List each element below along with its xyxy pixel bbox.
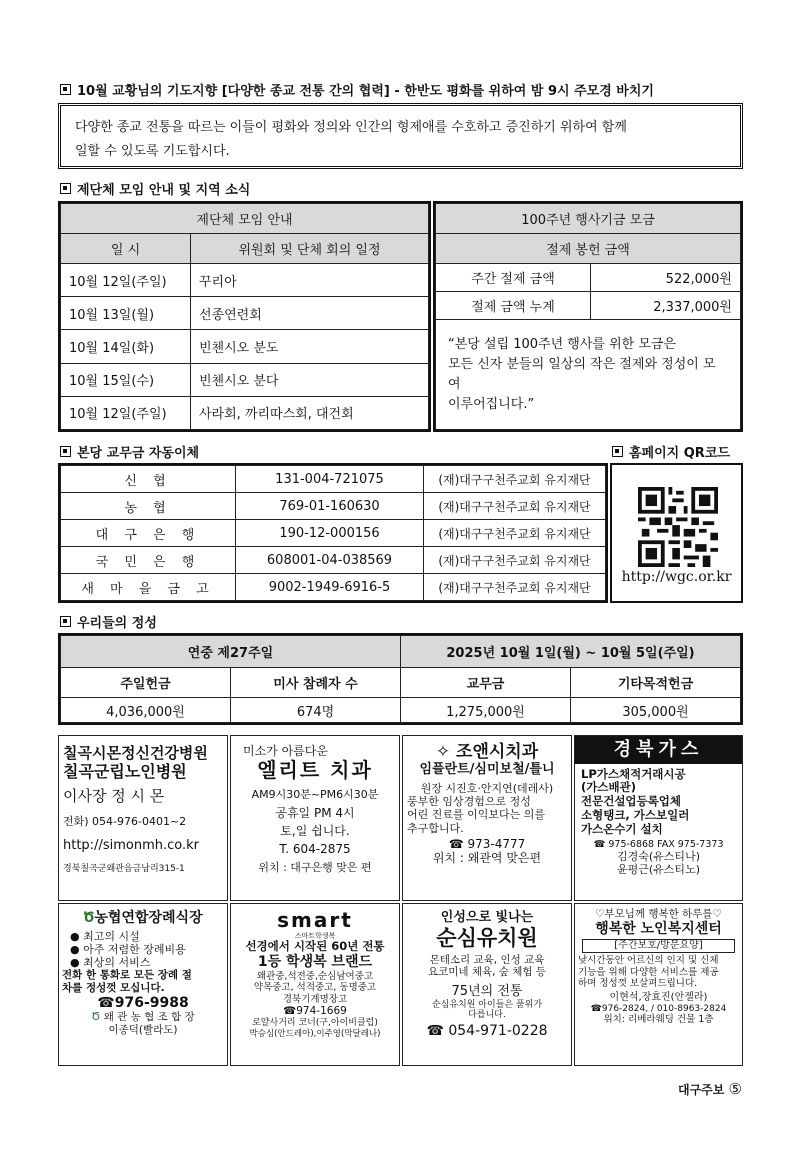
ad-line: ☎974-1669 [283, 1005, 347, 1018]
account-number: 190-12-000156 [236, 520, 424, 547]
meetings-col-date: 일 시 [61, 234, 191, 264]
homepage-url[interactable]: http://wgc.or.kr [621, 569, 732, 585]
fund-weekly-value: 522,000원 [591, 264, 741, 292]
ad-line: 엘리트 치과 [257, 758, 373, 783]
offering-value: 305,000원 [571, 698, 741, 723]
account-number: 131-004-721075 [236, 466, 424, 493]
qr-heading-text: 홈페이지 QR코드 [629, 446, 730, 461]
ad-line: 추구합니다. [407, 821, 464, 835]
ad-line: 왜관중,석전중,순심남여중고 [256, 970, 374, 982]
ad-line: 1등 학생복 브랜드 [257, 954, 373, 971]
fund-total-label: 절제 금액 누계 [436, 292, 591, 320]
meeting-row [61, 264, 429, 297]
ad-line: 경북가스 [575, 736, 742, 764]
transfer-row [61, 466, 606, 493]
offering-table [58, 633, 743, 725]
meeting-date: 10월 12일(주일) [61, 264, 191, 297]
ad-line: [주간보호/방문요양] [582, 939, 735, 953]
nonghyup-logo-icon: Ծ [91, 1011, 101, 1024]
qr-heading [612, 442, 730, 461]
footer-name: 대구주보 [677, 1083, 725, 1097]
meeting-row [61, 330, 429, 363]
ad-line: 하며 정성껏 보살펴드립니다. [578, 978, 698, 990]
meeting-date: 10월 15일(수) [61, 363, 191, 396]
ad-line: 경북칠곡군왜관읍금남리315-1 [63, 863, 185, 874]
ad-joansi-dental [402, 735, 572, 901]
ad-line: 스마트학생복 [294, 932, 336, 940]
meetings-heading-text: 제단체 모임 안내 및 지역 소식 [77, 183, 251, 198]
ad-line: LP가스채적거래시공 [581, 766, 686, 781]
offering-heading-text: 우리들의 정성 [77, 616, 157, 631]
bank-name: 대 구 은 행 [61, 520, 236, 547]
ad-line-text: 농협연합장례식장 [94, 910, 203, 926]
ad-line: 약목중고, 석적중고, 동명중고 [253, 982, 377, 994]
ad-line: ☎ 975-6868 FAX 975-7373 [593, 838, 724, 850]
ad-nonghyup-funeral [58, 903, 228, 1066]
qr-box [610, 463, 743, 603]
square-bullet-icon [60, 446, 71, 457]
ad-line: 임플란트/심미보철/틀니 [419, 762, 555, 778]
smart-logo: smart [277, 908, 353, 932]
ad-line: 몬테소리 교육, 인성 교육 [429, 953, 545, 966]
fund-title: 100주년 행사기금 모금 [436, 204, 741, 234]
square-bullet-icon [60, 84, 71, 95]
ad-line: 위치: 리베라웨딩 건물 1층 [603, 1014, 714, 1026]
offering-value: 674명 [231, 698, 401, 723]
ad-line: ● 아주 저렴한 장례비용 [70, 942, 186, 956]
ad-line [407, 742, 567, 762]
ad-line: 어린 진료를 이익보다는 의를 [407, 808, 546, 822]
offering-header: 주일헌금 [61, 668, 231, 698]
ad-line: ☎976-9988 [97, 994, 189, 1011]
prayer-line-2: 일할 수 있도록 기도합시다. [75, 144, 230, 159]
ad-line: 이사장 정 시 몬 [63, 787, 165, 806]
ad-line: 인성으로 빛나는 [440, 910, 534, 925]
meeting-event: 빈첸시오 분도 [191, 330, 429, 363]
offering-value: 4,036,000원 [61, 698, 231, 723]
ad-line: 공휴일 PM 4시 [275, 805, 355, 820]
ad-line: 낮시간동안 어르신의 인지 및 신체 [578, 955, 719, 967]
ad-line: 전문건설업등록업체 [581, 794, 681, 809]
meetings-col-schedule: 위원회 및 단체 회의 일정 [191, 234, 429, 264]
ad-line: 75년의 전통 [451, 983, 523, 999]
account-holder: (재)대구구천주교회 유지재단 [424, 547, 606, 574]
ad-line: ☎ 054-971-0228 [426, 1023, 548, 1040]
transfer-heading-text: 본당 교무금 자동이체 [77, 446, 200, 461]
fund-note-line: 모든 신자 분들의 일상의 작은 절제와 정성이 모여 [448, 356, 716, 392]
offering-header: 교무금 [401, 668, 571, 698]
prayer-heading [60, 80, 654, 99]
meetings-title: 제단체 모임 안내 [61, 204, 429, 234]
meeting-event: 선종연련회 [191, 297, 429, 330]
account-number: 608001-04-038569 [236, 547, 424, 574]
ad-line [62, 910, 224, 927]
ad-elite-dental [230, 735, 400, 901]
ad-line: ☎976-2824, / 010-8963-2824 [590, 1003, 727, 1014]
meeting-row [61, 363, 429, 396]
ad-line: 위치 : 왜관역 맞은편 [432, 851, 542, 866]
meeting-event: 꾸리아 [191, 264, 429, 297]
ad-line: 칠곡군립노인병원 [63, 762, 187, 781]
transfer-table [58, 463, 608, 603]
bank-name: 국 민 은 행 [61, 547, 236, 574]
footer [678, 1080, 742, 1098]
square-bullet-icon [612, 446, 623, 457]
meeting-row [61, 297, 429, 330]
ad-line: 김경숙(유스티나) [617, 849, 700, 863]
account-holder: (재)대구구천주교회 유지재단 [424, 574, 606, 601]
ad-line: 행복한 노인복지센터 [595, 920, 722, 937]
ad-line: ☎ 973-4777 [448, 836, 526, 851]
ad-line: 다릅니다. [468, 1010, 506, 1021]
account-number: 769-01-160630 [236, 493, 424, 520]
ad-line: 박승심(안드레아),이주영(막달레나) [249, 1028, 381, 1039]
ad-happy-senior-center [574, 903, 743, 1066]
ad-line: T. 604-2875 [279, 842, 351, 857]
offering-header: 기타목적헌금 [571, 668, 741, 698]
ad-line: 풍부한 임상경험으로 정성 [407, 795, 531, 809]
prayer-line-1: 다양한 종교 전통을 따르는 이들이 평화와 정의와 인간의 형제애를 수호하고 증진하기 위하여 함께 [75, 120, 627, 135]
offering-value: 1,275,000원 [401, 698, 571, 723]
ad-line-text: 조앤시치과 [456, 742, 539, 762]
transfer-row [61, 574, 606, 601]
ad-line: 전화 한 통화로 모든 장례 절 [62, 969, 192, 982]
fund-weekly-label: 주간 절제 금액 [436, 264, 591, 292]
page-number: ⑤ [728, 1080, 742, 1098]
account-holder: (재)대구구천주교회 유지재단 [424, 493, 606, 520]
ad-line: 미소가 아름다운 [243, 744, 328, 758]
ad-line: 기능을 위해 다양한 서비스를 제공 [578, 966, 719, 978]
ad-line: 칠곡시몬정신건강병원 [63, 744, 208, 762]
ad-line: 이종덕(빨라도) [108, 1023, 178, 1036]
fund-note-line: 이루어집니다.” [448, 396, 535, 412]
meeting-event: 빈첸시오 분다 [191, 363, 429, 396]
transfer-row [61, 547, 606, 574]
ad-line: 원장 시진호·안지연(데레사) [420, 781, 554, 795]
prayer-heading-text: 10월 교황님의 기도지향 [다양한 종교 전통 간의 협력] - 한반도 평화를 위하여 밤 9시 주모경 바치기 [77, 84, 654, 99]
prayer-box [58, 103, 743, 169]
account-number: 9002-1949-6916-5 [236, 574, 424, 601]
meeting-date: 10월 14일(화) [61, 330, 191, 363]
ad-line: 차를 정성껏 모십니다. [62, 981, 165, 994]
ad-gyeongbuk-gas [574, 735, 743, 901]
ad-line: ♡부모님께 행복한 하루를♡ [595, 908, 722, 920]
ad-line: 경북기계명장고 [282, 993, 348, 1005]
transfer-heading [60, 442, 199, 461]
bank-name: 새 마 을 금 고 [61, 574, 236, 601]
account-holder: (재)대구구천주교회 유지재단 [424, 466, 606, 493]
meetings-table [58, 201, 431, 432]
offering-period: 2025년 10월 1일(월) ~ 10월 5일(주일) [401, 636, 741, 668]
ad-line: 전화) 054-976-0401~2 [63, 815, 187, 829]
ad-line: 가스온수기 설치 [581, 821, 663, 836]
ad-sunsim-kindergarten [402, 903, 572, 1066]
fund-table [433, 201, 743, 432]
tooth-icon: ✧ [435, 742, 451, 762]
ad-line: ● 최상의 서비스 [70, 956, 151, 970]
bank-name: 신 협 [61, 466, 236, 493]
ad-line: http://simonmh.co.kr [63, 838, 199, 854]
ad-line: ● 최고의 시설 [70, 929, 140, 943]
meeting-row [61, 396, 429, 429]
transfer-row [61, 520, 606, 547]
ad-line-text: 왜 관 농 협 조 합 장 [103, 1011, 195, 1024]
ad-line: 요코미네 체육, 숲 체험 등 [427, 966, 547, 979]
ad-line: (가스배관) [581, 780, 636, 795]
square-bullet-icon [60, 183, 71, 194]
transfer-row [61, 493, 606, 520]
bank-name: 농 협 [61, 493, 236, 520]
ad-line: 토,일 쉽니다. [280, 823, 350, 838]
fund-total-value: 2,337,000원 [591, 292, 741, 320]
ad-line: 위치 : 대구은행 맞은 편 [258, 860, 372, 874]
ad-smart-uniform [230, 903, 400, 1066]
ad-line: 윤평근(유스티노) [617, 863, 700, 877]
ad-line: AM9시30분~PM6시30분 [251, 788, 379, 802]
ad-line: 로얄사거리 코너(구,아이비클럽) [252, 1017, 378, 1028]
account-holder: (재)대구구천주교회 유지재단 [424, 520, 606, 547]
meeting-date: 10월 12일(주일) [61, 396, 191, 429]
offering-header: 미사 참례자 수 [231, 668, 401, 698]
ad-line: 선경에서 시작된 60년 전통 [245, 939, 385, 954]
meetings-heading [60, 179, 250, 198]
fund-note-line: “본당 설립 100주년 행사를 위한 모금은 [448, 336, 677, 352]
qr-code-icon[interactable] [638, 487, 718, 567]
offering-heading [60, 612, 157, 631]
square-bullet-icon [60, 616, 71, 627]
nonghyup-logo-icon: Ծ [83, 910, 95, 926]
offering-week: 연중 제27주일 [61, 636, 401, 668]
ad-line: 이현석,장효진(안젤라) [609, 991, 708, 1003]
fund-subtitle: 절제 봉헌 금액 [436, 234, 741, 264]
meeting-event: 사라회, 까리따스회, 대건회 [191, 396, 429, 429]
ad-line [62, 1011, 224, 1024]
fund-note [436, 320, 741, 430]
ad-line: 소형탱크, 가스보일러 [581, 807, 690, 822]
ad-line: 순심유치원 아이들은 품위가 [431, 999, 543, 1010]
ad-simon-hospital [58, 735, 228, 901]
ad-line: 순심유치원 [436, 925, 538, 950]
meeting-date: 10월 13일(월) [61, 297, 191, 330]
